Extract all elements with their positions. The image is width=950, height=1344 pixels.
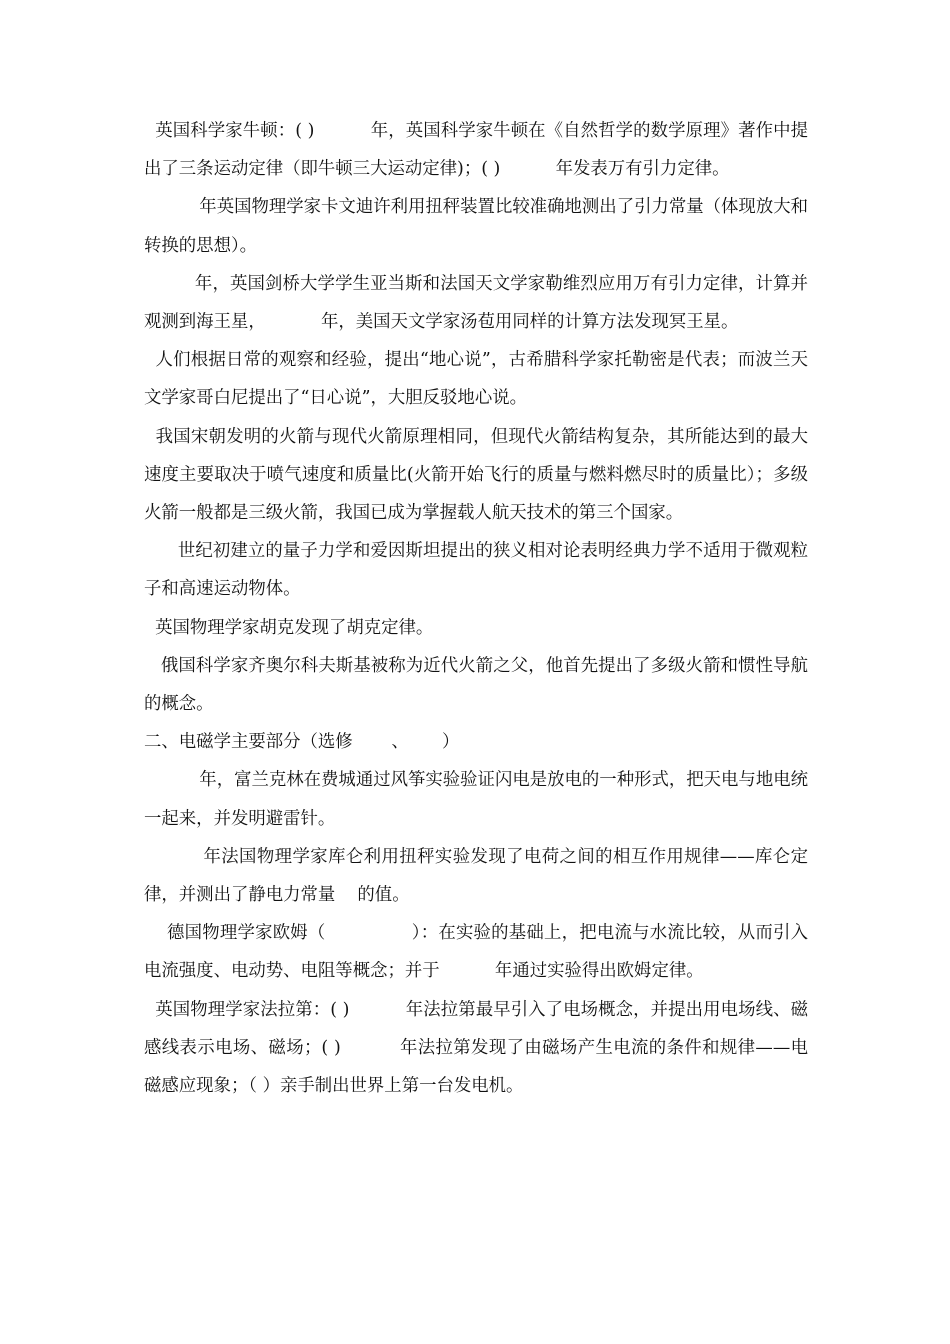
paragraph-ohm: 德国物理学家欧姆（ ）：在实验的基础上，把电流与水流比较，从而引入电流强度、电动势、电阻等概念；并于 年通过实验得出欧姆定律。 <box>144 923 808 982</box>
section-heading-electromagnetism: 二、电磁学主要部分（选修 、 ） <box>144 732 460 753</box>
paragraph-faraday: 英国物理学家法拉第：( ) 年法拉第最早引入了电场概念，并提出用电场线、磁感线表示电场、磁场；( ) 年法拉第发现了由磁场产生电流的条件和规律——电磁感应现象；（ ）亲手制出世界上第一台发电机。 <box>144 999 808 1097</box>
paragraph-coulomb: 年法国物理学家库仑利用扭秤实验发现了电荷之间的相互作用规律——库仑定律，并测出了静电力常量 的值。 <box>144 846 808 906</box>
paragraph-geocentric: 人们根据日常的观察和经验，提出“地心说”，古希腊科学家托勒密是代表；而波兰天文学家哥白尼提出了“日心说”，大胆反驳地心说。 <box>144 350 808 409</box>
paragraph-cavendish: 年英国物理学家卡文迪许利用扭秤装置比较准确地测出了引力常量（体现放大和转换的思想）。 <box>144 197 808 256</box>
paragraph-newton: 英国科学家牛顿：( ) 年，英国科学家牛顿在《自然哲学的数学原理》著作中提出了三条运动定律（即牛顿三大运动定律)；( ) 年发表万有引力定律。 <box>144 121 808 180</box>
paragraph-rocket: 我国宋朝发明的火箭与现代火箭原理相同，但现代火箭结构复杂，其所能达到的最大速度主要取决于喷气速度和质量比(火箭开始飞行的质量与燃料燃尽时的质量比）；多级火箭一般都是三级火箭，我国已成为掌握载人航天技术的第三个国家。 <box>144 426 808 524</box>
paragraph-hooke: 英国物理学家胡克发现了胡克定律。 <box>144 617 434 638</box>
paragraph-neptune: 年，英国剑桥大学学生亚当斯和法国天文学家勒维烈应用万有引力定律，计算并观测到海王星， 年，美国天文学家汤苞用同样的计算方法发现冥王星。 <box>144 273 808 333</box>
paragraph-tsiolkovsky: 俄国科学家齐奥尔科夫斯基被称为近代火箭之父，他首先提出了多级火箭和惯性导航的概念。 <box>144 655 808 715</box>
document-page <box>144 112 808 1105</box>
paragraph-quantum: 世纪初建立的量子力学和爱因斯坦提出的狭义相对论表明经典力学不适用于微观粒子和高速运动物体。 <box>144 541 808 600</box>
paragraph-franklin: 年，富兰克林在费城通过风筝实验验证闪电是放电的一种形式，把天电与地电统一起来，并发明避雷针。 <box>144 770 808 829</box>
